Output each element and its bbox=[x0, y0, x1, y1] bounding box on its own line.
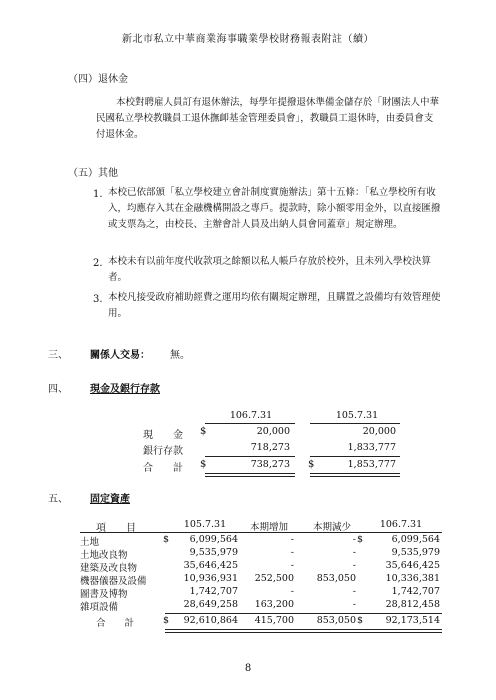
others-item-no: 2. bbox=[93, 258, 103, 269]
page-title: 新北市私立中華商業海事職業學校財務報表附註（續） bbox=[122, 34, 374, 45]
retirement-heading: （四）退休金 bbox=[68, 74, 128, 85]
fa-reduction: - bbox=[352, 599, 356, 610]
cash-section-heading: 現金及銀行存款 bbox=[90, 384, 160, 395]
cash-row-label: 現 金 bbox=[143, 430, 183, 441]
fa-addition: - bbox=[290, 547, 294, 558]
cash-value: 1,833,777 bbox=[347, 442, 396, 453]
others-heading: （五）其他 bbox=[68, 168, 118, 179]
cash-value: 20,000 bbox=[256, 426, 290, 437]
others-item-no: 3. bbox=[93, 294, 103, 305]
others-item-text: 本校已依部頒「私立學校建立會計制度實施辦法」第十五條：「私立學校所有收入，均應存入其在金融機構開設之專戶。提款時，除小額零用金外，以直接匯撥或支票為之，由校長、主辦會計人員及出納人員會同蓋章」規定辦理。 bbox=[108, 187, 441, 230]
fa-reduction: - bbox=[352, 547, 356, 558]
currency-symbol: $ bbox=[357, 615, 364, 626]
fa-item: 土地改良物 bbox=[80, 550, 128, 561]
fa-opening-value: 1,742,707 bbox=[189, 586, 238, 597]
fa-reduction: - bbox=[352, 586, 356, 597]
retirement-body: 本校對聘雇人員訂有退休辦法，每學年提撥退休準備金儲存於「財團法人中華民國私立學校教職員工退休撫卹基金管理委員會」，教職員工退休時，由委員會支付退休金。 bbox=[96, 97, 440, 140]
fa-item: 機器儀器及設備 bbox=[80, 576, 147, 587]
fa-opening-value: 28,649,258 bbox=[183, 599, 238, 610]
currency-symbol: $ bbox=[308, 459, 315, 470]
fa-closing-value: 28,812,458 bbox=[385, 599, 440, 610]
fa-addition: - bbox=[290, 534, 294, 545]
related-party-value: 無。 bbox=[170, 350, 190, 361]
others-item-text: 本校未有以前年度代收款項之餘額以私人帳戶存放於校外，且未列入學校決算者。 bbox=[108, 256, 432, 283]
fa-opening-value: 6,099,564 bbox=[189, 534, 238, 545]
fa-reduction: 853,050 bbox=[316, 615, 356, 626]
fa-reduction: 853,050 bbox=[316, 573, 356, 584]
cash-row-label: 合 計 bbox=[143, 463, 183, 474]
fa-item: 建築及改良物 bbox=[80, 563, 138, 574]
fa-item: 雜項設備 bbox=[80, 602, 119, 613]
fa-closing-value: 1,742,707 bbox=[391, 586, 440, 597]
fa-opening-value: 35,646,425 bbox=[183, 560, 238, 571]
fa-addition: 252,500 bbox=[254, 573, 294, 584]
fa-column-header: 105.7.31 bbox=[183, 519, 227, 530]
fa-column-header: 本期減少 bbox=[312, 522, 351, 533]
fa-reduction: - bbox=[352, 560, 356, 571]
fa-addition: 163,200 bbox=[254, 599, 294, 610]
currency-symbol: $ bbox=[163, 534, 170, 545]
fa-closing-value: 35,646,425 bbox=[385, 560, 440, 571]
fa-closing-value: 92,173,514 bbox=[385, 615, 440, 626]
related-party-number: 三、 bbox=[48, 350, 68, 361]
fixed-assets-section-number: 五、 bbox=[48, 494, 68, 505]
fa-item: 圖書及博物 bbox=[80, 589, 128, 600]
fa-closing-value: 6,099,564 bbox=[391, 534, 440, 545]
cash-value: 738,273 bbox=[250, 459, 290, 470]
cash-column-header: 106.7.31 bbox=[229, 410, 273, 421]
fa-reduction: - bbox=[352, 534, 356, 545]
fa-column-header: 項 目 bbox=[96, 523, 136, 534]
currency-symbol: $ bbox=[200, 459, 207, 470]
fa-opening-value: 92,610,864 bbox=[183, 615, 238, 626]
fa-closing-value: 10,336,381 bbox=[385, 573, 440, 584]
fixed-assets-section-heading: 固定資產 bbox=[90, 494, 130, 505]
fa-item: 合 計 bbox=[96, 618, 135, 629]
fa-addition: - bbox=[290, 586, 294, 597]
fa-item: 土地 bbox=[80, 537, 100, 548]
fa-column-header: 本期增加 bbox=[249, 522, 288, 533]
cash-value: 718,273 bbox=[250, 442, 290, 453]
currency-symbol: $ bbox=[163, 615, 170, 626]
page-number: 8 bbox=[244, 663, 252, 674]
cash-row-label: 銀行存款 bbox=[143, 446, 183, 457]
fa-addition: 415,700 bbox=[254, 615, 294, 626]
others-item-no: 1. bbox=[93, 189, 103, 200]
related-party-label: 關係人交易： bbox=[90, 350, 150, 361]
fa-opening-value: 9,535,979 bbox=[189, 547, 238, 558]
fa-addition: - bbox=[290, 560, 294, 571]
fa-opening-value: 10,936,931 bbox=[183, 573, 238, 584]
cash-value: 1,853,777 bbox=[347, 459, 396, 470]
cash-value: 20,000 bbox=[362, 426, 396, 437]
currency-symbol: $ bbox=[200, 426, 207, 437]
others-item-text: 本校凡接受政府補助經費之運用均依有關規定辦理，且購置之設備均有效管理使用。 bbox=[108, 292, 441, 319]
fa-closing-value: 9,535,979 bbox=[391, 547, 440, 558]
cash-section-number: 四、 bbox=[48, 384, 68, 395]
fa-column-header: 106.7.31 bbox=[379, 519, 423, 530]
currency-symbol: $ bbox=[357, 534, 364, 545]
cash-column-header: 105.7.31 bbox=[335, 410, 379, 421]
